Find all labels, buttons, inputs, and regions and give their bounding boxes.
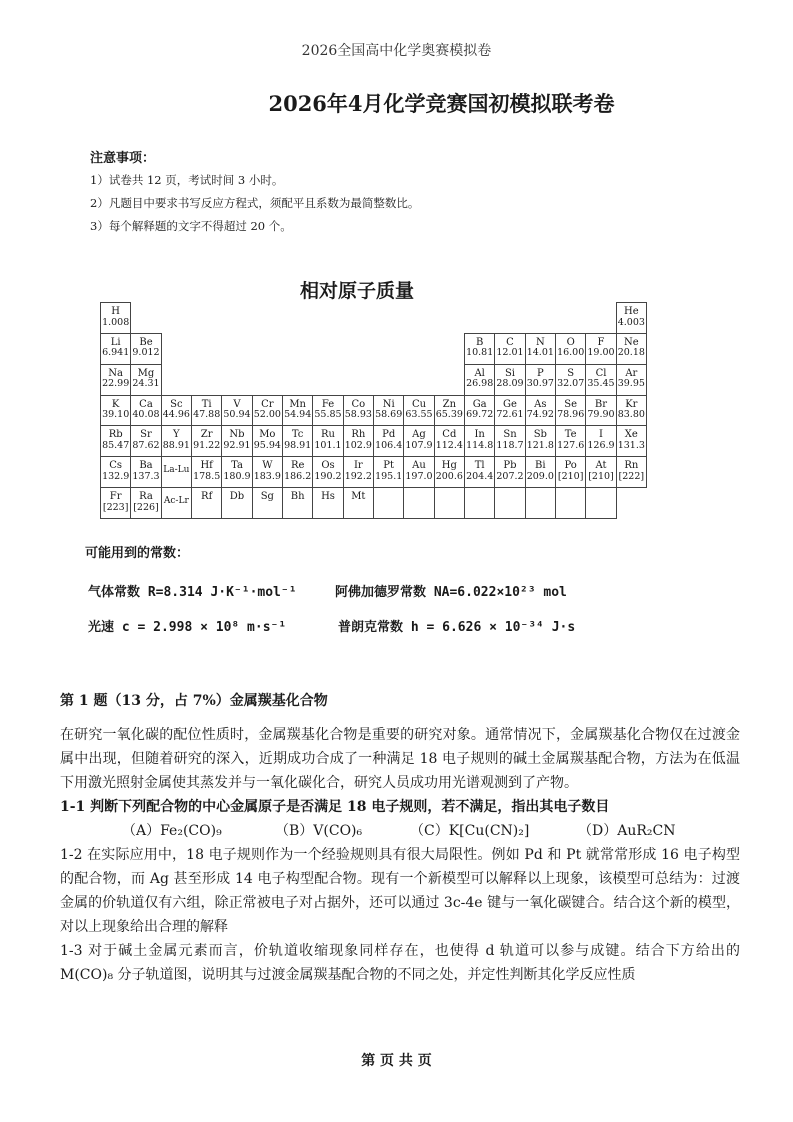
- element-mass: 98.91: [284, 439, 312, 451]
- element-cell: [252, 456, 283, 488]
- element-cell: [494, 425, 525, 457]
- element-cell: [100, 364, 131, 396]
- element-symbol: Xe: [624, 429, 638, 441]
- element-symbol: Ru: [321, 429, 335, 441]
- element-cell: [191, 395, 222, 427]
- element-mass: 121.8: [526, 439, 554, 451]
- element-symbol: Sb: [533, 429, 547, 441]
- option-c: （C）K[Cu(CN)₂]: [410, 823, 530, 839]
- element-mass: 52.00: [253, 409, 281, 421]
- element-symbol: At: [595, 460, 607, 472]
- element-cell: [403, 395, 434, 427]
- element-mass: 39.95: [617, 378, 645, 390]
- periodic-table: [100, 302, 646, 518]
- element-mass: 83.80: [617, 409, 645, 421]
- element-mass: 137.3: [132, 470, 160, 482]
- element-mass: 72.61: [496, 409, 524, 421]
- element-cell: [373, 395, 404, 427]
- element-cell: [616, 333, 647, 365]
- element-symbol: Cl: [595, 367, 607, 379]
- element-symbol: [435, 488, 464, 492]
- element-cell: [525, 395, 556, 427]
- element-symbol: Cd: [442, 429, 457, 441]
- question-1-3: 1-3 对于碱土金属元素而言，价轨道收缩现象同样存在，也使得 d 轨道可以参与成键。结合下方给出的 M(CO)₈ 分子轨道图，说明其与过渡金属羰基配合物的不同之处，并定性判断其化学反应性质: [60, 943, 740, 983]
- element-cell: [525, 487, 556, 519]
- element-symbol: Tc: [291, 429, 304, 441]
- element-symbol: Pd: [382, 429, 396, 441]
- element-mass: [226]: [133, 501, 159, 513]
- element-symbol: Co: [351, 398, 366, 410]
- element-cell: [221, 487, 252, 519]
- element-cell: [464, 395, 495, 427]
- element-symbol: Pt: [383, 460, 395, 472]
- element-symbol: [374, 488, 403, 492]
- gas-constant: 气体常数 R=8.314 J·K⁻¹·mol⁻¹: [88, 585, 297, 600]
- element-mass: 54.94: [284, 409, 312, 421]
- element-cell: [312, 456, 343, 488]
- element-cell: [130, 456, 161, 488]
- element-cell: [464, 487, 495, 519]
- element-symbol: Sc: [170, 398, 183, 410]
- element-cell: [464, 456, 495, 488]
- element-symbol: Ag: [412, 429, 426, 441]
- element-symbol: Hg: [441, 460, 457, 472]
- element-mass: 112.4: [435, 439, 463, 451]
- element-cell: [161, 456, 192, 488]
- element-symbol: Hs: [321, 491, 335, 503]
- page-header: 2026全国高中化学奥赛模拟卷: [301, 43, 492, 59]
- element-mass: 4.003: [617, 316, 645, 328]
- element-mass: 106.4: [375, 439, 403, 451]
- element-symbol: Po: [564, 460, 577, 472]
- element-mass: 50.94: [223, 409, 251, 421]
- element-mass: 65.39: [435, 409, 463, 421]
- periodic-table-title: 相对原子质量: [300, 280, 415, 302]
- element-symbol: Rf: [201, 491, 213, 503]
- element-mass: 190.2: [314, 470, 342, 482]
- element-symbol: [586, 488, 615, 492]
- element-symbol: Cr: [261, 398, 274, 410]
- element-mass: 132.9: [102, 470, 130, 482]
- element-mass: 127.6: [557, 439, 585, 451]
- element-mass: 9.012: [132, 347, 160, 359]
- element-symbol: Kr: [625, 398, 638, 410]
- element-cell: [312, 425, 343, 457]
- element-cell: [403, 456, 434, 488]
- element-cell: [434, 425, 465, 457]
- element-mass: 20.18: [617, 347, 645, 359]
- element-symbol: V: [233, 398, 241, 410]
- notice-item: 2）凡题目中要求书写反应方程式，须配平且系数为最简整数比。: [90, 196, 420, 210]
- element-symbol: [465, 488, 494, 492]
- element-mass: 74.92: [526, 409, 554, 421]
- element-cell: [373, 425, 404, 457]
- element-cell: [221, 456, 252, 488]
- element-symbol: Na: [108, 367, 124, 379]
- element-cell: [585, 456, 616, 488]
- element-symbol: Cs: [109, 460, 123, 472]
- element-symbol: Re: [290, 460, 305, 472]
- element-mass: [223]: [102, 501, 129, 513]
- element-cell: [343, 456, 374, 488]
- element-cell: [555, 425, 586, 457]
- element-cell: [100, 302, 131, 334]
- element-cell: [221, 425, 252, 457]
- element-cell: [616, 302, 647, 334]
- element-cell: [100, 395, 131, 427]
- element-cell: [494, 333, 525, 365]
- element-mass: 63.55: [405, 409, 433, 421]
- element-cell: [555, 456, 586, 488]
- element-mass: 85.47: [102, 439, 130, 451]
- element-cell: [373, 487, 404, 519]
- element-cell: [282, 456, 313, 488]
- element-cell: [191, 456, 222, 488]
- options-row: [60, 820, 740, 842]
- element-cell: [100, 333, 131, 365]
- element-cell: [616, 425, 647, 457]
- element-mass: 186.2: [284, 470, 312, 482]
- question-title: 第 1 题（13 分，占 7%）金属羰基化合物: [60, 693, 328, 709]
- element-symbol: Ne: [623, 336, 639, 348]
- element-symbol: Au: [412, 460, 426, 472]
- element-symbol: Al: [474, 367, 485, 379]
- element-symbol: Se: [564, 398, 578, 410]
- element-symbol: Br: [594, 398, 608, 410]
- element-symbol: As: [534, 398, 547, 410]
- element-mass: 12.01: [496, 347, 524, 359]
- element-symbol: Ge: [503, 398, 517, 410]
- element-symbol: Ca: [139, 398, 153, 410]
- element-mass: 107.9: [405, 439, 433, 451]
- speed-of-light: 光速 c = 2.998 × 10⁸ m·s⁻¹: [88, 620, 287, 635]
- element-symbol: Ac-Lr: [163, 496, 189, 507]
- notice-item: 3）每个解释题的文字不得超过 20 个。: [90, 219, 292, 233]
- element-mass: 47.88: [193, 409, 221, 421]
- element-symbol: C: [506, 336, 514, 348]
- element-cell: [282, 425, 313, 457]
- element-mass: 16.00: [557, 347, 585, 359]
- element-cell: [585, 395, 616, 427]
- element-cell: [464, 425, 495, 457]
- element-cell: [585, 333, 616, 365]
- element-symbol: Pb: [503, 460, 517, 472]
- option-a: （A）Fe₂(CO)₉: [122, 823, 222, 839]
- element-symbol: K: [111, 398, 120, 410]
- option-b: （B）V(CO)₆: [275, 823, 363, 839]
- element-symbol: B: [475, 336, 484, 348]
- element-cell: [555, 395, 586, 427]
- element-symbol: Ni: [382, 398, 395, 410]
- element-symbol: [526, 488, 555, 492]
- element-cell: [100, 425, 131, 457]
- element-mass: 200.6: [435, 470, 463, 482]
- element-symbol: Si: [504, 367, 516, 379]
- element-cell: [343, 425, 374, 457]
- element-symbol: Mn: [289, 398, 306, 410]
- element-cell: [616, 456, 647, 488]
- element-cell: [100, 456, 131, 488]
- element-cell: [434, 395, 465, 427]
- element-symbol: Fr: [109, 491, 122, 503]
- element-cell: [343, 395, 374, 427]
- planck-constant: 普朗克常数 h = 6.626 × 10⁻³⁴ J·s: [338, 620, 576, 635]
- element-mass: 209.0: [526, 470, 554, 482]
- element-symbol: Tl: [474, 460, 485, 472]
- element-symbol: Ga: [472, 398, 487, 410]
- element-symbol: P: [536, 367, 544, 379]
- element-mass: 207.2: [496, 470, 524, 482]
- element-cell: [555, 487, 586, 519]
- notice-item: 1）试卷共 12 页，考试时间 3 小时。: [90, 173, 284, 187]
- element-mass: 26.98: [466, 378, 494, 390]
- element-cell: [585, 487, 616, 519]
- constants-title: 可能用到的常数：: [85, 546, 190, 561]
- element-symbol: N: [535, 336, 545, 348]
- element-mass: 88.91: [162, 439, 190, 451]
- element-symbol: Rn: [624, 460, 639, 472]
- exam-title: 2026年4月化学竞赛国初模拟联考卷: [268, 91, 615, 116]
- element-symbol: Be: [139, 336, 153, 348]
- element-mass: 35.45: [587, 378, 615, 390]
- element-symbol: Zn: [442, 398, 457, 410]
- element-symbol: Y: [173, 429, 180, 441]
- element-symbol: Ti: [201, 398, 212, 410]
- element-cell: [130, 487, 161, 519]
- element-cell: [343, 487, 374, 519]
- element-cell: [616, 395, 647, 427]
- element-symbol: F: [597, 336, 605, 348]
- element-mass: [210]: [557, 470, 584, 482]
- element-cell: [282, 395, 313, 427]
- question-intro: 在研究一氧化碳的配位性质时，金属羰基化合物是重要的研究对象。通常情况下，金属羰基化合物仅在过渡金属中出现，但随着研究的深入，近期成功合成了一种满足 18 电子规则的碱土金属羰基配合物，方法为在低温下用激光照射金属使其蒸发并与一氧化碳化合，研究人员成功用光谱观测到了产物。: [60, 727, 740, 791]
- element-cell: [161, 487, 192, 519]
- element-mass: 118.7: [496, 439, 524, 451]
- element-mass: 79.90: [587, 409, 615, 421]
- element-symbol: Ar: [625, 367, 638, 379]
- element-cell: [494, 487, 525, 519]
- element-mass: 69.72: [466, 409, 494, 421]
- element-symbol: Mo: [259, 429, 276, 441]
- element-mass: 131.3: [617, 439, 645, 451]
- element-cell: [161, 425, 192, 457]
- element-cell: [525, 456, 556, 488]
- element-mass: 24.31: [132, 378, 160, 390]
- element-symbol: Nb: [229, 429, 245, 441]
- element-mass: 55.85: [314, 409, 342, 421]
- element-symbol: [495, 488, 524, 492]
- element-symbol: Db: [229, 491, 245, 503]
- element-symbol: O: [566, 336, 575, 348]
- element-mass: 91.22: [193, 439, 221, 451]
- element-mass: 6.941: [102, 347, 130, 359]
- element-mass: 87.62: [132, 439, 160, 451]
- element-symbol: Li: [110, 336, 121, 348]
- element-mass: 10.81: [466, 347, 494, 359]
- element-cell: [373, 456, 404, 488]
- element-cell: [434, 487, 465, 519]
- element-mass: 14.01: [526, 347, 554, 359]
- question-1-2: 1-2 在实际应用中，18 电子规则作为一个经验规则具有很大局限性。例如 Pd 和 Pt 就常常形成 16 电子构型的配合物，而 Ag 甚至形成 14 电子构型配合物。现有一个新模型可以解释以上现象，该模型可总结为：过渡金属的价轨道仅有六组，除正常被电子对占据外，还可以通过 3c-4e 键与一氧化碳键合。结合这个新的模型，对以上现象给出合理的解释: [60, 847, 740, 935]
- element-symbol: Ba: [139, 460, 153, 472]
- element-cell: [252, 487, 283, 519]
- element-mass: 19.00: [587, 347, 615, 359]
- element-symbol: Ir: [353, 460, 363, 472]
- element-cell: [312, 395, 343, 427]
- element-cell: [161, 395, 192, 427]
- element-mass: 22.99: [102, 378, 130, 390]
- element-symbol: S: [567, 367, 575, 379]
- element-cell: [100, 487, 131, 519]
- element-mass: 92.91: [223, 439, 251, 451]
- element-mass: 126.9: [587, 439, 615, 451]
- element-symbol: Ta: [231, 460, 243, 472]
- element-mass: 178.5: [193, 470, 221, 482]
- avogadro-constant: 阿佛加德罗常数 NA=6.022×10²³ mol: [335, 585, 567, 600]
- element-mass: 78.96: [557, 409, 585, 421]
- element-mass: 32.07: [557, 378, 585, 390]
- element-symbol: Zr: [200, 429, 213, 441]
- element-cell: [403, 487, 434, 519]
- element-mass: 39.10: [102, 409, 130, 421]
- notice-title: 注意事项：: [90, 151, 156, 166]
- element-symbol: In: [474, 429, 485, 441]
- element-cell: [555, 333, 586, 365]
- element-symbol: Mg: [137, 367, 155, 379]
- element-mass: 58.69: [375, 409, 403, 421]
- element-mass: 28.09: [496, 378, 524, 390]
- page-footer: 第 页 共 页: [361, 1053, 432, 1069]
- option-d: （D）AuR₂CN: [578, 823, 676, 839]
- element-mass: [222]: [618, 470, 645, 482]
- element-cell: [221, 395, 252, 427]
- element-symbol: Fe: [321, 398, 335, 410]
- element-cell: [464, 333, 495, 365]
- element-symbol: Te: [564, 429, 577, 441]
- element-mass: 197.0: [405, 470, 433, 482]
- element-mass: 180.9: [223, 470, 251, 482]
- element-mass: 102.9: [344, 439, 372, 451]
- element-symbol: Cu: [411, 398, 427, 410]
- element-symbol: Bi: [535, 460, 546, 472]
- element-cell: [494, 456, 525, 488]
- element-cell: [494, 395, 525, 427]
- element-cell: [616, 364, 647, 396]
- element-cell: [191, 425, 222, 457]
- element-symbol: Rh: [351, 429, 366, 441]
- element-mass: 95.94: [253, 439, 281, 451]
- element-cell: [585, 425, 616, 457]
- element-cell: [525, 333, 556, 365]
- question-1-1: 1-1 判断下列配合物的中心金属原子是否满足 18 电子规则，若不满足，指出其电子数目: [60, 799, 610, 815]
- element-cell: [464, 364, 495, 396]
- element-symbol: Ra: [139, 491, 153, 503]
- element-cell: [585, 364, 616, 396]
- element-cell: [130, 395, 161, 427]
- element-symbol: He: [624, 306, 639, 317]
- element-symbol: [404, 488, 433, 492]
- element-mass: 114.8: [466, 439, 494, 451]
- element-symbol: H: [111, 306, 121, 317]
- element-cell: [130, 364, 161, 396]
- element-cell: [130, 425, 161, 457]
- element-mass: 40.08: [132, 409, 160, 421]
- element-symbol: Os: [321, 460, 335, 472]
- element-symbol: W: [262, 460, 273, 472]
- element-mass: 58.93: [344, 409, 372, 421]
- element-mass: [210]: [588, 470, 614, 482]
- element-mass: 204.4: [466, 470, 494, 482]
- element-mass: 30.97: [526, 378, 554, 390]
- element-cell: [555, 364, 586, 396]
- element-symbol: Hf: [200, 460, 213, 472]
- element-cell: [525, 364, 556, 396]
- element-symbol: [556, 488, 585, 492]
- element-symbol: I: [599, 429, 603, 441]
- element-cell: [130, 333, 161, 365]
- element-symbol: Sr: [140, 429, 152, 441]
- element-cell: [494, 364, 525, 396]
- element-cell: [282, 487, 313, 519]
- element-symbol: Mt: [351, 491, 366, 503]
- element-cell: [312, 487, 343, 519]
- element-mass: 183.9: [253, 470, 281, 482]
- element-mass: 192.2: [344, 470, 372, 482]
- element-cell: [525, 425, 556, 457]
- element-symbol: Sn: [503, 429, 517, 441]
- element-cell: [434, 456, 465, 488]
- element-mass: 101.1: [314, 439, 342, 451]
- element-cell: [252, 425, 283, 457]
- element-cell: [403, 425, 434, 457]
- element-symbol: Bh: [290, 491, 305, 503]
- element-mass: 195.1: [375, 470, 403, 482]
- element-symbol: Sg: [260, 491, 274, 503]
- element-mass: 1.008: [102, 316, 130, 328]
- element-cell: [191, 487, 222, 519]
- element-symbol: La-Lu: [163, 465, 190, 476]
- element-symbol: Rb: [108, 429, 123, 441]
- element-mass: 44.96: [162, 409, 190, 421]
- element-cell: [252, 395, 283, 427]
